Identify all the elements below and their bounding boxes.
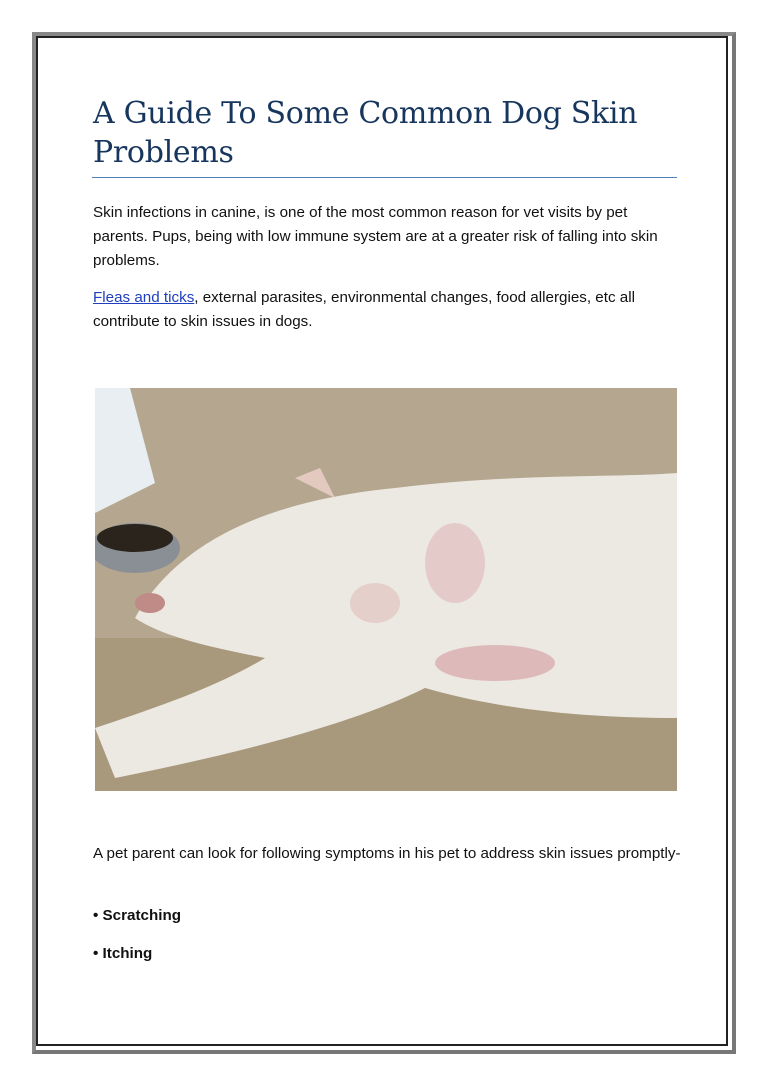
page-title: A Guide To Some Common Dog Skin Problems xyxy=(93,96,638,170)
causes-text: , external parasites, environmental changes, food allergies, etc all contribute to skin issues in dogs. xyxy=(93,289,635,330)
fleas-and-ticks-link[interactable]: Fleas and ticks xyxy=(93,289,195,306)
title-underline xyxy=(92,177,677,178)
intro-paragraph: Skin infections in canine, is one of the most common reason for vet visits by pet parents. Pups, being with low immune system are at a greater risk of falling into skin problems. xyxy=(93,204,658,269)
bullet-item xyxy=(93,942,683,966)
bullet-scratching: • Scratching xyxy=(93,907,182,924)
bullet-itching: • Itching xyxy=(93,945,153,962)
bullet-item xyxy=(93,904,683,928)
causes-paragraph xyxy=(93,286,683,334)
symptoms-intro: A pet parent can look for following symptoms in his pet to address skin issues promptly- xyxy=(93,845,681,862)
dog-skin-photo xyxy=(95,388,677,791)
